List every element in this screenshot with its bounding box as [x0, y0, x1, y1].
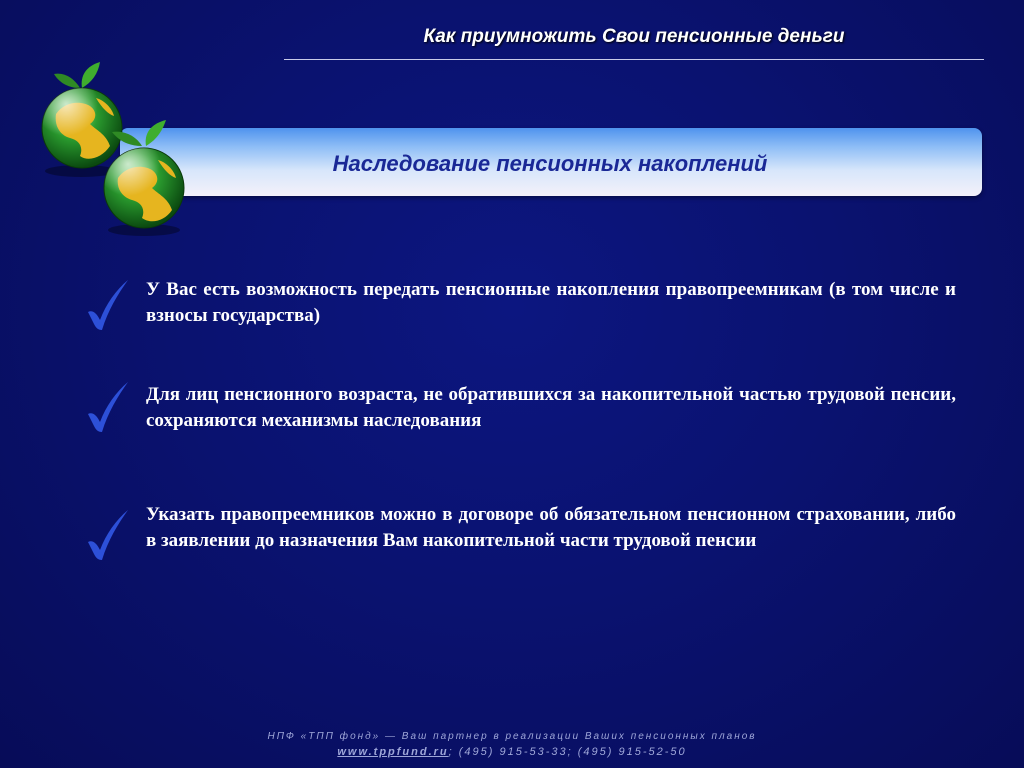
footer-contacts [0, 746, 1024, 758]
page-title: Как приумножить Свои пенсионные деньги [423, 26, 845, 47]
checkmark-icon [86, 508, 130, 562]
globe-apple-icon [100, 118, 190, 240]
bullet-text: Для лиц пенсионного возраста, не обратившихся за накопительной частью трудовой пенсии, сохраняются механизмы наследования [146, 384, 956, 431]
footer-tagline: НПФ «ТПП фонд» — Ваш партнер в реализации Ваших пенсионных планов [267, 731, 757, 742]
website-link[interactable]: www.tppfund.ru [337, 746, 449, 758]
header-divider [284, 59, 984, 60]
bullet-text: У Вас есть возможность передать пенсионные накопления правопреемникам (в том числе и взносы государства) [146, 279, 956, 326]
checkmark-icon [86, 380, 130, 434]
checkmark-icon [86, 278, 130, 332]
bullet-text: Указать правопреемников можно в договоре об обязательном пенсионном страховании, либо в заявлении до назначения Вам накопительной части трудовой пенсии [146, 504, 956, 551]
footer-phones: ; (495) 915-53-33; (495) 915-52-50 [448, 746, 687, 758]
section-title: Наследование пенсионных накоплений [332, 151, 768, 176]
